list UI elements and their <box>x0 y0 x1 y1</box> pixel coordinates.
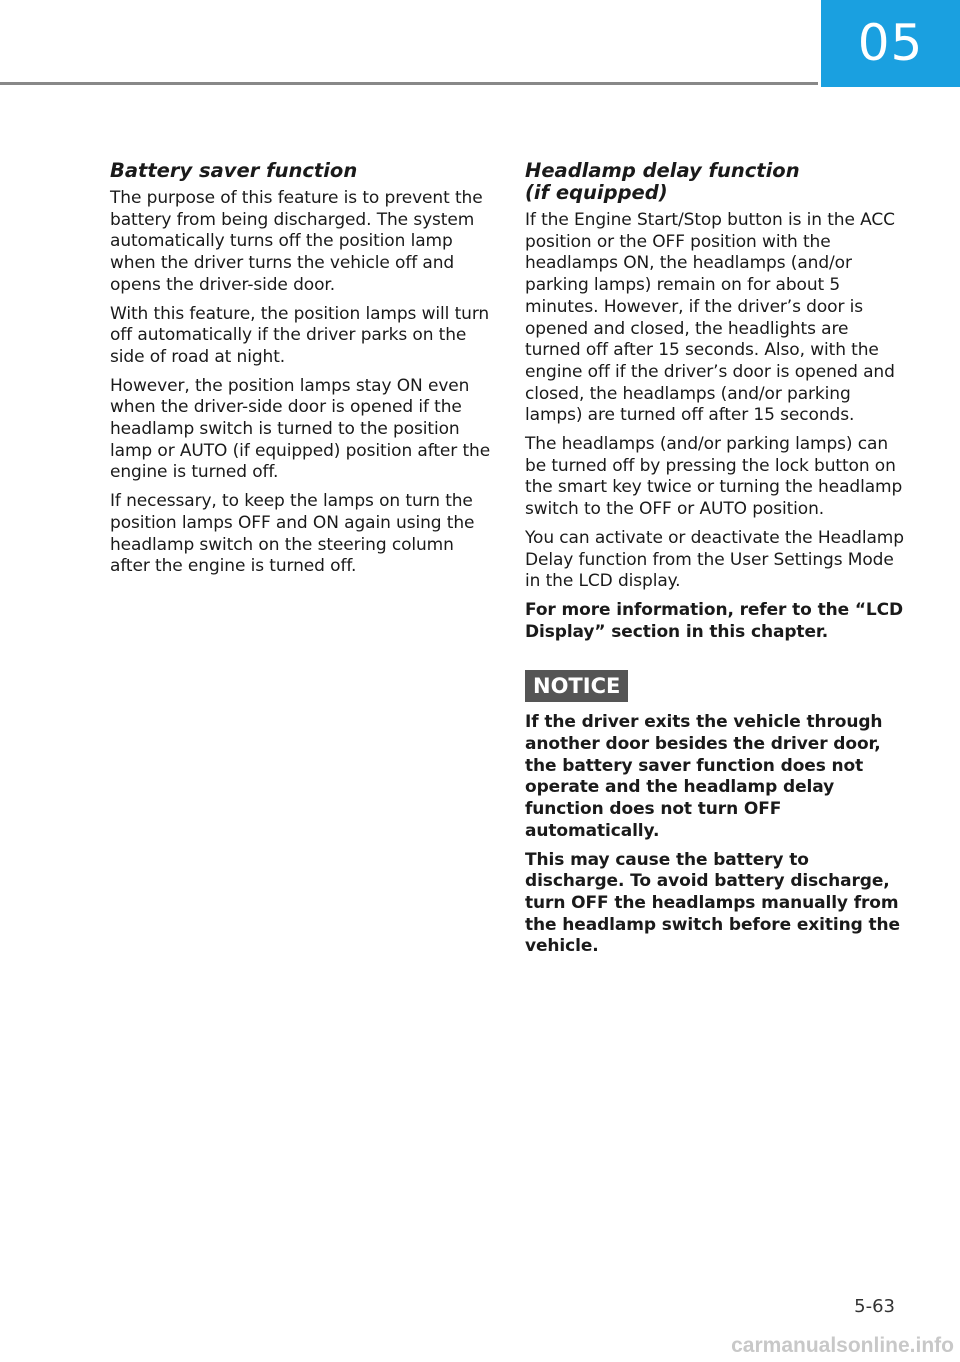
header-rule <box>0 82 818 85</box>
headlamp-delay-heading <box>525 160 905 204</box>
headlamp-delay-paragraph-2: The headlamps (and/or parking lamps) can be turned off by pressing the lock button on the smart key twice or turning the headlamp switch to the OFF or AUTO position. <box>525 434 903 520</box>
headlamp-delay-heading-line2: (if equipped) <box>525 181 668 204</box>
notice-paragraph-1: If the driver exits the vehicle through another door besides the driver door, the battery saver function does not operate and the headlamp delay function does not turn OFF automatically. <box>525 712 883 841</box>
headlamp-delay-paragraph-1: If the Engine Start/Stop button is in the ACC position or the OFF position with the headlamps ON, the headlamps (and/or parking lamps) remain on for about 5 minutes. However, if the driver’s door is opened and closed, the headlights are turned off after 15 seconds. Also, with the engine off if the driver’s door is opened and closed, the headlamps (and/or parking lamps) are turned off after 15 seconds. <box>525 210 895 426</box>
left-column <box>110 160 495 585</box>
headlamp-delay-paragraph-3: You can activate or deactivate the Headlamp Delay function from the User Settings Mode in the LCD display. <box>525 527 904 592</box>
battery-saver-paragraph-4: If necessary, to keep the lamps on turn the position lamps OFF and ON again using the headlamp switch on the steering column after the engine is turned off. <box>110 491 475 577</box>
right-column <box>525 160 905 965</box>
battery-saver-paragraph-3: However, the position lamps stay ON even when the driver-side door is opened if the headlamp switch is turned to the position lamp or AUTO (if equipped) position after the engine is turned off. <box>110 375 491 483</box>
notice-box <box>525 650 905 958</box>
watermark: carmanualsonline.info <box>731 1334 954 1357</box>
headlamp-delay-heading-line1: Headlamp delay function <box>525 159 800 182</box>
page-number: 5-63 <box>854 1296 895 1317</box>
notice-paragraph-2: This may cause the battery to discharge. To avoid battery discharge, turn OFF the headlamps manually from the headlamp switch before exiting the vehicle. <box>525 849 900 957</box>
battery-saver-paragraph-2: With this feature, the position lamps will turn off automatically if the driver parks on the side of road at night. <box>110 303 490 367</box>
notice-label: NOTICE <box>525 670 628 702</box>
lcd-display-reference: For more information, refer to the “LCD Display” section in this chapter. <box>525 599 904 642</box>
chapter-tab: 05 <box>821 0 960 87</box>
battery-saver-heading: Battery saver function <box>110 159 358 182</box>
battery-saver-paragraph-1: The purpose of this feature is to prevent the battery from being discharged. The system automatically turns off the position lamp when the driver turns the vehicle off and opens the driver-side door. <box>110 188 483 295</box>
